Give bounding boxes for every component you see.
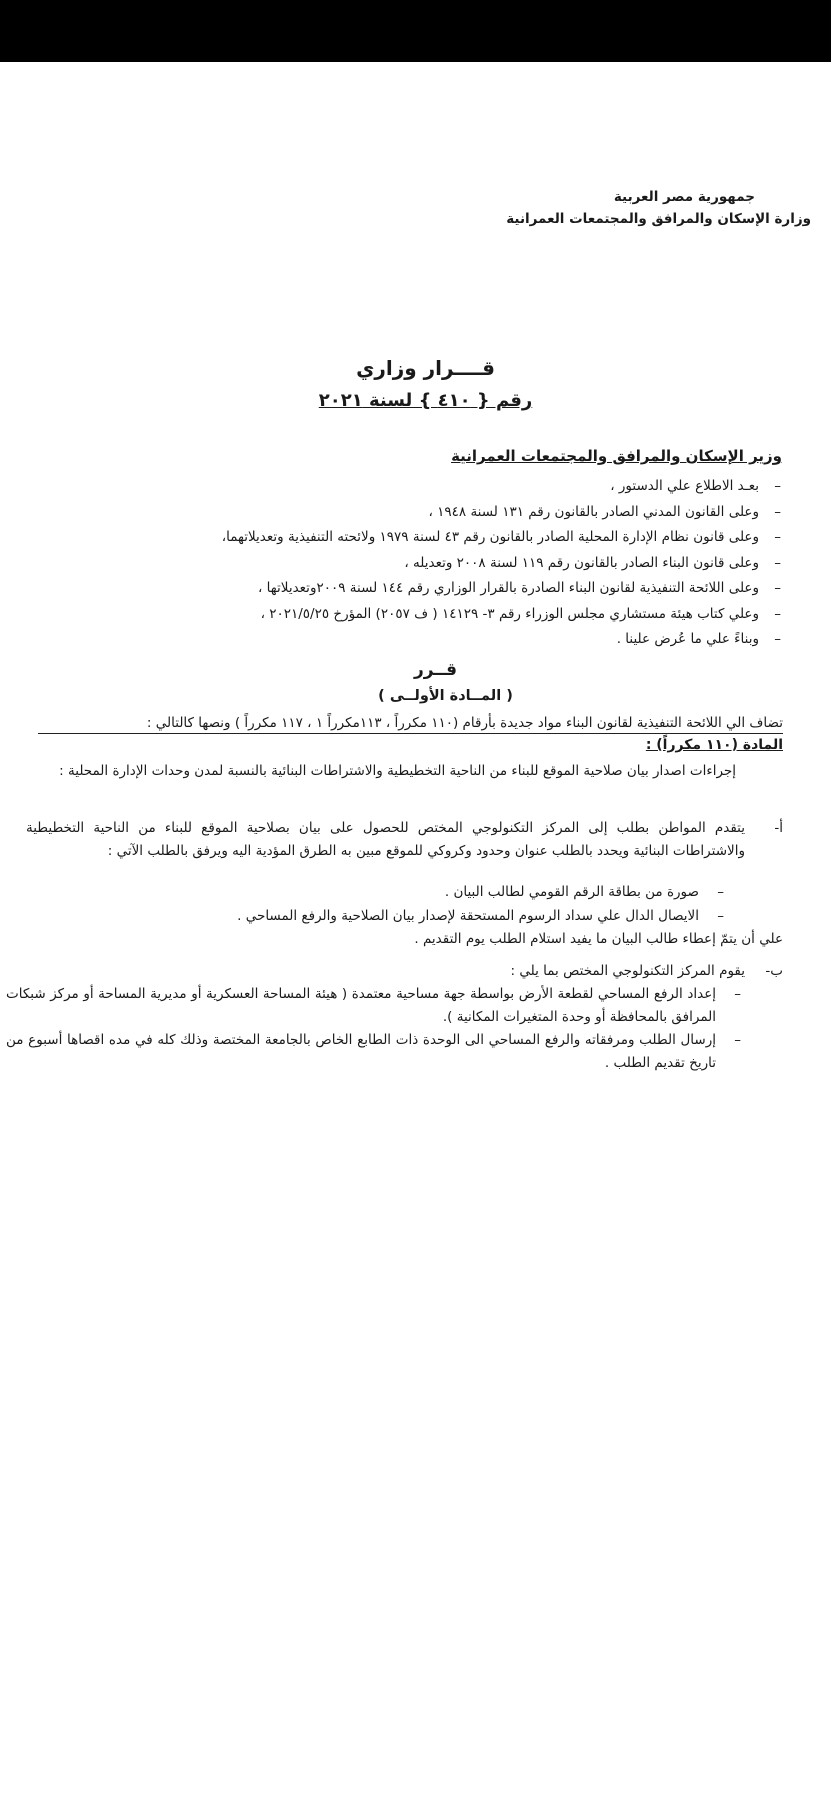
article-one-heading: ( المــادة الأولــى )	[378, 688, 513, 704]
dash-bullet: –	[717, 884, 724, 900]
sub-text: صورة من بطاقة الرقم القومي لطالب البيان .	[444, 884, 699, 900]
item-a-note: علي أن يتمّ إعطاء طالب البيان ما يفيد استلام الطلب يوم التقديم .	[414, 931, 783, 947]
dash-bullet: –	[717, 908, 724, 924]
sub-text: إرسال الطلب ومرفقاته والرفع المساحي الى الوحدة ذات الطابع الخاص بالجامعة المختصة وذلك كله في مده اقصاها أسبوع من تاريخ تقديم الطلب .	[6, 1032, 716, 1071]
dash-bullet: –	[774, 605, 781, 622]
recital-text: وبناءً علي ما عُرض علينا .	[616, 631, 759, 647]
recital-text: وعلي كتاب هيئة مستشاري مجلس الوزراء رقم ٣- ١٤١٢٩ ( ف ٢٠٥٧) المؤرخ ٢٠٢١/٥/٢٥ ،	[260, 605, 759, 622]
recital-item	[81, 525, 781, 551]
top-black-bar	[0, 0, 831, 62]
recital-text: بعـد الاطلاع علي الدستور ،	[610, 478, 759, 494]
item-a-sub-2	[237, 905, 724, 928]
ministry-header	[411, 186, 811, 230]
recital-text: وعلى اللائحة التنفيذية لقانون البناء الصادرة بالقرار الوزاري رقم ١٤٤ لسنة ٢٠٠٩وتعديلاتها ،	[258, 580, 759, 596]
item-a-sub-1	[445, 881, 724, 904]
republic-name: جمهورية مصر العربية	[613, 189, 755, 205]
dash-bullet: –	[734, 1032, 741, 1048]
recital-item	[81, 500, 781, 526]
dash-bullet: –	[774, 580, 781, 596]
recital-item	[81, 474, 781, 500]
recital-text: وعلى القانون المدني الصادر بالقانون رقم ١٣١ لسنة ١٩٤٨ ،	[428, 503, 759, 520]
recital-text: وعلى قانون البناء الصادر بالقانون رقم ١١٩ لسنة ٢٠٠٨ وتعديله ،	[404, 554, 759, 571]
item-b-label: ب-	[765, 963, 783, 979]
minister-heading: وزير الإسكان والمرافق والمجتمعات العمرانية	[451, 447, 782, 465]
dash-bullet: –	[774, 631, 781, 647]
article-110-heading: المادة (١١٠ مكرراً) :	[645, 737, 783, 753]
dash-bullet: –	[774, 478, 781, 494]
decision-heading: قــرر	[413, 660, 458, 680]
recital-text: وعلى قانون نظام الإدارة المحلية الصادر بالقانون رقم ٤٣ لسنة ١٩٧٩ ولائحته التنفيذية وتعديلاتهما،	[221, 529, 759, 545]
decree-title: قــــرار وزاري	[356, 356, 495, 380]
ministry-name: وزارة الإسكان والمرافق والمجتمعات العمرانية	[506, 211, 811, 227]
sub-text: إعداد الرفع المساحي لقطعة الأرض بواسطة جهة مساحية معتمدة ( هيئة المساحة العسكرية أو مديرية المساحة أو مركز شبكات المرافق بالمحافظة أو وحدة المتغيرات المكانية ).	[6, 986, 716, 1025]
dash-bullet: –	[774, 529, 781, 545]
addition-statement: تضاف الي اللائحة التنفيذية لقانون البناء مواد جديدة بأرقام (١١٠ مكرراً ، ١١٣مكرراً ١ ، ١١٧ مكرراً ) ونصها كالتالي :	[38, 713, 783, 734]
item-b-text: يقوم المركز التكنولوجي المختص بما يلي :	[510, 963, 745, 979]
recital-item	[81, 551, 781, 577]
article-intro-paragraph: إجراءات اصدار بيان صلاحية الموقع للبناء من الناحية التخطيطية والاشتراطات البنائية بالنسبة لمدن وحدات الإدارة المحلية :	[59, 763, 736, 779]
dash-bullet: –	[774, 503, 781, 520]
item-b-sub-1	[6, 983, 741, 1029]
recital-item	[81, 627, 781, 653]
item-a	[26, 817, 783, 863]
recital-item	[81, 576, 781, 602]
recital-item	[81, 602, 781, 628]
dash-bullet: –	[774, 554, 781, 571]
item-b	[511, 960, 783, 983]
recitals-list	[81, 474, 781, 653]
decree-number: رقم { ٤١٠ } لسنة ٢٠٢١	[318, 390, 533, 411]
item-b-sub-2	[6, 1029, 741, 1075]
dash-bullet: –	[734, 986, 741, 1002]
item-a-label: أ-	[774, 820, 783, 836]
sub-text: الايصال الدال علي سداد الرسوم المستحقة لإصدار بيان الصلاحية والرفع المساحي .	[237, 908, 699, 924]
item-a-text: يتقدم المواطن بطلب إلى المركز التكنولوجي المختص للحصول على بيان بصلاحية الموقع للبناء من الناحية التخطيطية والاشتراطات البنائية ويحدد بالطلب عنوان وحدود وكروكي للموقع مبين به الطرق المؤدية اليه ويرفق بالطلب الآتي :	[26, 820, 745, 859]
